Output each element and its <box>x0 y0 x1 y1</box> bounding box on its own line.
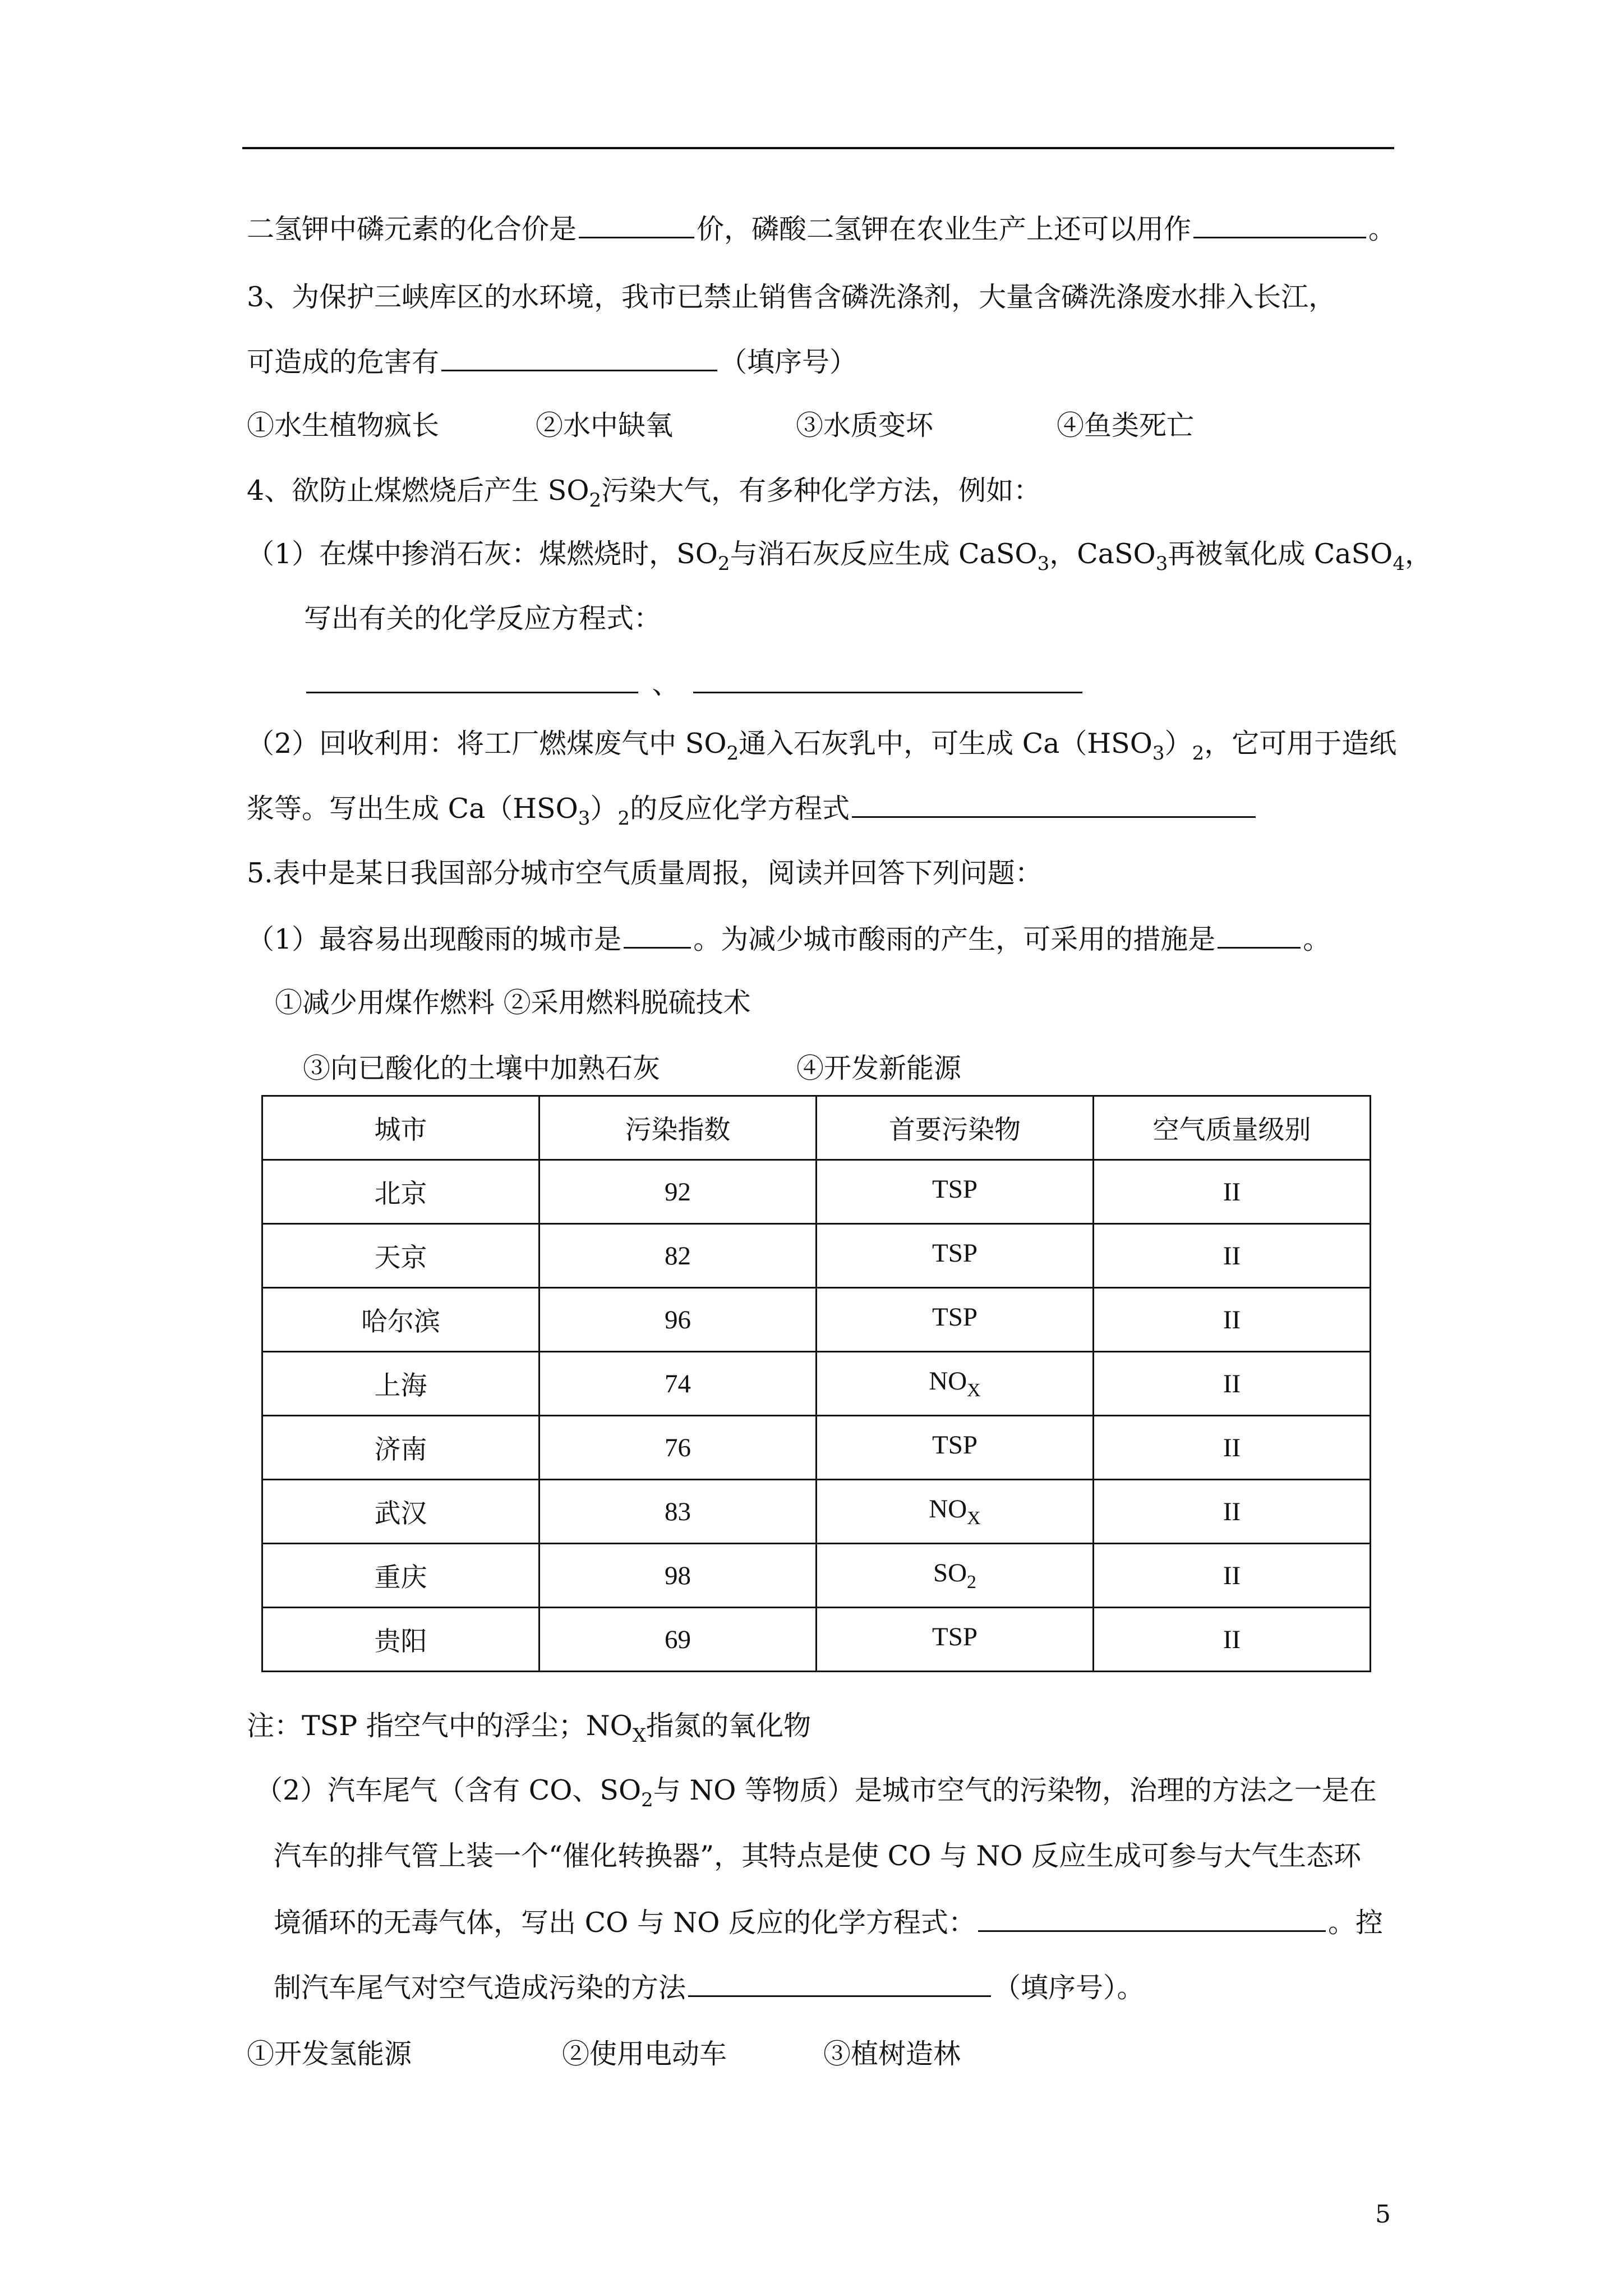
cell-city: 上海 <box>262 1352 540 1416</box>
answer-blank-control-methods[interactable] <box>688 1971 991 1997</box>
table-header-row <box>262 1096 1371 1160</box>
cell-pollutant: TSP <box>817 1608 1094 1672</box>
q3-option-2: ②水中缺氧 <box>536 409 674 441</box>
table-row <box>262 1480 1371 1544</box>
q3-line-2 <box>247 344 857 380</box>
table-row <box>262 1160 1371 1224</box>
q4-part1-line2: 写出有关的化学反应方程式： <box>304 602 662 634</box>
cell-pollutant: $SO_2$ <box>817 1544 1094 1608</box>
cell-city: 北京 <box>262 1160 540 1224</box>
cell-pollutant: TSP <box>817 1160 1094 1224</box>
q5-part2-option-1: ①开发氢能源 <box>247 2038 412 2070</box>
q5-part2-line2: 汽车的排气管上装一个“催化转换器”，其特点是使 CO 与 NO 反应生成可参与大气生态环 <box>274 1840 1362 1872</box>
answer-blank-city[interactable] <box>624 922 691 949</box>
header-level: 空气质量级别 <box>1094 1096 1371 1160</box>
q3-line-1: 3、为保护三峡库区的水环境，我市已禁止销售含磷洗涤剂，大量含磷洗涤废水排入长江， <box>247 281 1336 313</box>
cell-city: 贵阳 <box>262 1608 540 1672</box>
q5-part2-line1: （2）汽车尾气（含有 CO、$SO_2$与 NO 等物质）是城市空气的污染物，治理的方法之一是在 <box>255 1774 1377 1811</box>
q5-options-line1: ①减少用煤作燃料 ②采用燃料脱硫技术 <box>275 987 751 1019</box>
cell-index: 98 <box>540 1544 817 1608</box>
page-number: 5 <box>1375 2200 1391 2229</box>
answer-blank-measures[interactable] <box>1218 922 1301 949</box>
answer-blank-equation-1[interactable] <box>306 667 638 693</box>
cell-index: 74 <box>540 1352 817 1416</box>
q4-intro: 4、欲防止煤燃烧后产生 $SO_2$污染大气，有多种化学方法，例如： <box>247 475 1041 512</box>
cell-city: 重庆 <box>262 1544 540 1608</box>
q2-text-2: 价，磷酸二氢钾在农业生产上还可以用作 <box>697 213 1192 245</box>
cell-level: II <box>1094 1224 1371 1288</box>
q5-options-line2b: ④开发新能源 <box>796 1052 962 1084</box>
table-note: 注：TSP 指空气中的浮尘；$NO_X$指氮的氧化物 <box>247 1710 811 1747</box>
table-row <box>262 1416 1371 1480</box>
header-pollutant: 首要污染物 <box>817 1096 1094 1160</box>
cell-index: 92 <box>540 1160 817 1224</box>
cell-index: 96 <box>540 1288 817 1352</box>
table-row <box>262 1352 1371 1416</box>
cell-city: 哈尔滨 <box>262 1288 540 1352</box>
table-row <box>262 1608 1371 1672</box>
cell-index: 82 <box>540 1224 817 1288</box>
q5-part2-option-3: ③植树造林 <box>823 2038 961 2070</box>
cell-pollutant: TSP <box>817 1416 1094 1480</box>
q5-part2-option-2: ②使用电动车 <box>562 2038 727 2070</box>
answer-blank-equation-3[interactable] <box>852 792 1256 818</box>
cell-city: 武汉 <box>262 1480 540 1544</box>
cell-city: 天京 <box>262 1224 540 1288</box>
cell-pollutant: $NO_X$ <box>817 1480 1094 1544</box>
answer-blank-co-no-equation[interactable] <box>978 1906 1326 1932</box>
q5-part2-line3: 境循环的无毒气体，写出 CO 与 NO 反应的化学方程式： 。控 <box>274 1907 1384 1939</box>
cell-level: II <box>1094 1160 1371 1224</box>
q3-text: 可造成的危害有 <box>247 346 440 378</box>
q2-text-3: 。 <box>1368 213 1396 245</box>
q2-text-1: 二氢钾中磷元素的化合价是 <box>247 213 577 245</box>
table-row <box>262 1544 1371 1608</box>
answer-blank-harm[interactable] <box>441 345 717 371</box>
equation-separator: 、 <box>652 668 680 700</box>
q4-part1-line1: （1）在煤中掺消石灰：煤燃烧时，$SO_2$与消石灰反应生成 CaSO$_3$，CaSO$_3$再被氧化成 CaSO$_4$， <box>247 538 1433 575</box>
cell-level: II <box>1094 1288 1371 1352</box>
header-rule <box>242 147 1394 149</box>
cell-pollutant: TSP <box>817 1224 1094 1288</box>
cell-pollutant: $NO_X$ <box>817 1352 1094 1416</box>
cell-index: 69 <box>540 1608 817 1672</box>
q3-fill-hint: （填序号） <box>720 346 857 378</box>
q5-options-line2a: ③向已酸化的土壤中加熟石灰 <box>303 1052 661 1084</box>
q5-part2-line4: 制汽车尾气对空气造成污染的方法 （填序号）。 <box>274 1972 1145 2004</box>
air-quality-table <box>261 1095 1371 1672</box>
q3-option-1: ①水生植物疯长 <box>247 409 440 441</box>
answer-blank-usage[interactable] <box>1193 212 1366 238</box>
cell-level: II <box>1094 1544 1371 1608</box>
table-row <box>262 1224 1371 1288</box>
cell-level: II <box>1094 1480 1371 1544</box>
cell-pollutant: TSP <box>817 1288 1094 1352</box>
cell-city: 济南 <box>262 1416 540 1480</box>
q4-part2-line2: 浆等。写出生成 $Ca(HSO_3)_2$的反应化学方程式 <box>247 791 1258 836</box>
q5-intro: 5.表中是某日我国部分城市空气质量周报，阅读并回答下列问题： <box>247 857 1043 889</box>
cell-level: II <box>1094 1416 1371 1480</box>
cell-level: II <box>1094 1352 1371 1416</box>
cell-index: 83 <box>540 1480 817 1544</box>
cell-level: II <box>1094 1608 1371 1672</box>
answer-blank-equation-2[interactable] <box>693 667 1082 693</box>
q2-tail-line <box>247 211 1396 247</box>
header-city: 城市 <box>262 1096 540 1160</box>
q4-part1-blanks <box>304 666 1085 702</box>
q5-part1: （1）最容易出现酸雨的城市是 。为减少城市酸雨的产生，可采用的措施是 。 <box>247 923 1331 955</box>
q3-option-4: ④鱼类死亡 <box>1057 409 1195 441</box>
q3-option-3: ③水质变坏 <box>796 409 934 441</box>
cell-index: 76 <box>540 1416 817 1480</box>
header-index: 污染指数 <box>540 1096 817 1160</box>
answer-blank-valence[interactable] <box>579 212 694 238</box>
table-row <box>262 1288 1371 1352</box>
q4-part2-line1: （2）回收利用：将工厂燃煤废气中 $SO_2$通入石灰乳中，可生成 $Ca(HSO_3)_2$，它可用于造纸 <box>247 728 1397 765</box>
